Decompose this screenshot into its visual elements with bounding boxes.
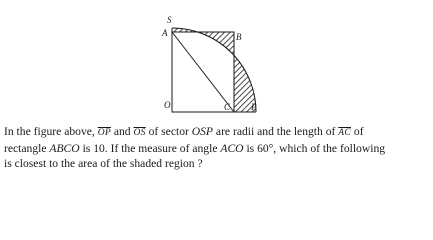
- text-segment: and: [110, 125, 134, 138]
- problem-line-1: [4, 124, 432, 141]
- label-b: B: [236, 32, 242, 42]
- segment-op: $\overline{OP}$: [97, 128, 111, 138]
- sector-name: OSP: [191, 125, 214, 138]
- text-segment: In the figure above,: [4, 125, 98, 138]
- text-segment: is 60°, which of the following: [243, 142, 386, 155]
- problem-line-3: [4, 156, 432, 171]
- label-o: O: [164, 100, 171, 110]
- shaded-region: [172, 28, 256, 112]
- label-s: S: [167, 15, 172, 25]
- problem-text: [4, 124, 432, 171]
- sector-figure: [150, 10, 290, 120]
- rectangle-name: ABCO: [49, 142, 80, 155]
- label-p: P: [251, 102, 257, 112]
- text-segment: is closest to the area of the shaded region ?: [4, 157, 203, 170]
- text-segment: rectangle: [4, 142, 50, 155]
- label-c: C: [224, 102, 231, 112]
- text-segment: is 10. If the measure of angle: [79, 142, 221, 155]
- text-segment: of: [351, 125, 364, 138]
- angle-name: ACO: [220, 142, 244, 155]
- label-a: A: [162, 28, 168, 38]
- segment-ac: $\overline{AC}$: [338, 128, 352, 138]
- text-segment: are radii and the length of: [213, 125, 339, 138]
- problem-line-2: [4, 141, 432, 156]
- text-segment: of sector: [145, 125, 192, 138]
- segment-os: $\overline{OS}$: [133, 128, 146, 138]
